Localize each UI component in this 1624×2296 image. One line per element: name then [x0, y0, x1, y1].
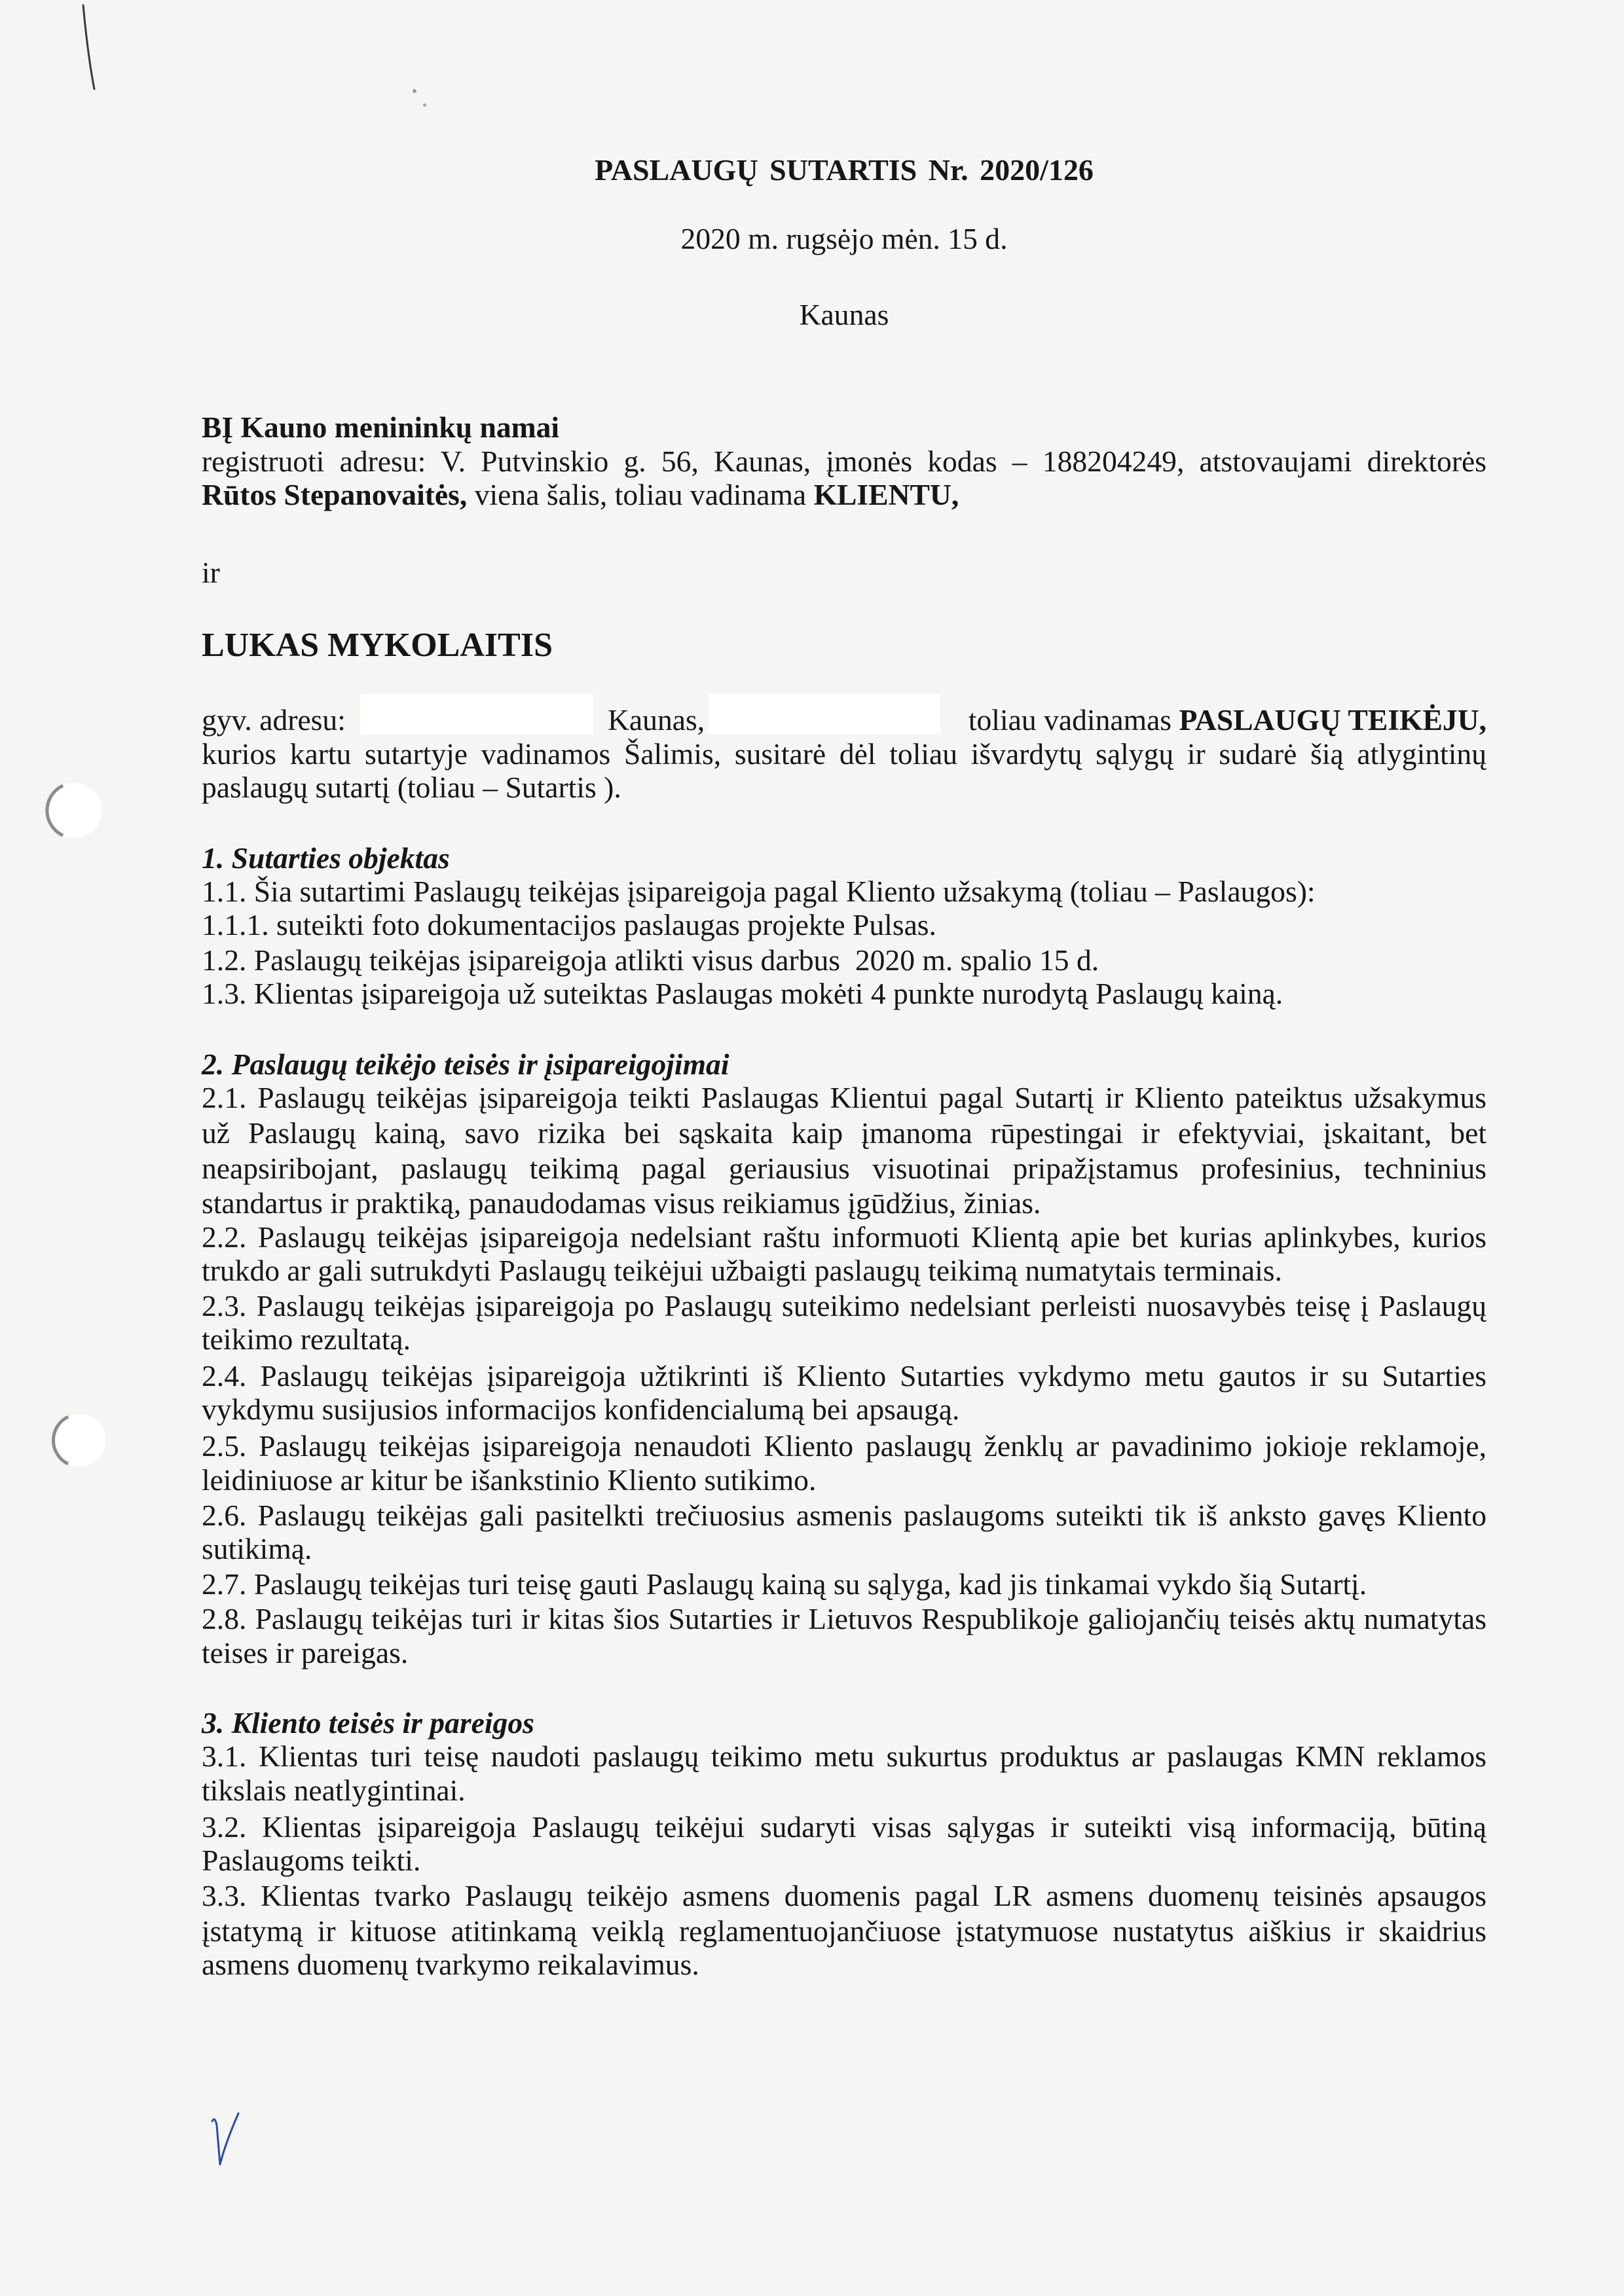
contract-place: Kaunas	[799, 298, 889, 331]
clause-line: 1.2. Paslaugų teikėjas įsipareigoja atlikti visus darbus 2020 m. spalio 15 d.	[202, 943, 1099, 977]
clause-line: 2.8. Paslaugų teikėjas turi ir kitas šios Sutarties ir Lietuvos Respublikoje galiojančių teisės aktų numatytas	[202, 1602, 1486, 1635]
clause-line: 1.1.1. suteikti foto dokumentacijos paslaugas projekte Pulsas.	[202, 908, 936, 941]
client-representative-line	[202, 478, 1486, 512]
clause-line: 2.2. Paslaugų teikėjas įsipareigoja nedelsiant raštu informuoti Klientą apie bet kurias aplinkybes, kurios	[202, 1220, 1486, 1254]
clause-line: 1.3. Klientas įsipareigoja už suteiktas Paslaugas mokėti 4 punkte nurodytą Paslaugų kainą.	[202, 977, 1283, 1010]
clause-line: 2.1. Paslaugų teikėjas įsipareigoja teikti Paslaugas Klientui pagal Sutartį ir Kliento pateiktus užsakymus	[202, 1081, 1486, 1114]
contract-title: PASLAUGŲ SUTARTIS Nr. 2020/126	[595, 153, 1094, 187]
client-role-intro: viena šalis, toliau vadinama	[467, 478, 814, 511]
client-name: BĮ Kauno menininkų namai	[202, 410, 560, 444]
section-heading: 3. Kliento teisės ir pareigos	[202, 1706, 534, 1740]
clause-line: 1.1. Šia sutartimi Paslaugų teikėjas įsipareigoja pagal Kliento užsakymą (toliau – Paslaugos):	[202, 875, 1316, 908]
address-label: gyv. adresu:	[202, 703, 346, 737]
clause-line: vykdymu susijusios informacijos konfidencialumą bei apsaugą.	[202, 1393, 960, 1426]
agreement-line: paslaugų sutartį (toliau – Sutartis ).	[202, 771, 621, 804]
agreement-line: kurios kartu sutartyje vadinamos Šalimis, susitarė dėl toliau išvardytų sąlygų ir sudarė šią atlygintinų	[202, 737, 1486, 771]
clause-line: įstatymą ir kituose atitinkamą veiklą reglamentuojančiuose įstatymuose nustatytus aiškius ir skaidrius	[202, 1914, 1486, 1948]
provider-name: LUKAS MYKOLAITIS	[202, 627, 553, 664]
clause-line: 2.7. Paslaugų teikėjas turi teisę gauti Paslaugų kainą su sąlyga, kad jis tinkamai vykdo šią Sutartį.	[202, 1567, 1367, 1601]
address-city: Kaunas,	[608, 703, 705, 737]
clause-line: 3.2. Klientas įsipareigoja Paslaugų teikėjui sudaryti visas sąlygas ir suteikti visą informaciją, būtiną	[202, 1810, 1486, 1844]
clause-line: teises ir pareigas.	[202, 1636, 409, 1669]
client-representative: Rūtos Stepanovaitės,	[202, 478, 468, 511]
clause-line: 2.3. Paslaugų teikėjas įsipareigoja po Paslaugų suteikimo nedelsiant perleisti nuosavybės teisę į Paslaugų	[202, 1289, 1486, 1322]
clause-line: 2.6. Paslaugų teikėjas gali pasitelkti trečiuosius asmenis paslaugoms suteikti tik iš anksto gavęs Kliento	[202, 1499, 1486, 1532]
punch-hole	[37, 776, 109, 848]
clause-line: 3.1. Klientas turi teisę naudoti paslaugų teikimo metu sukurtus produktus ar paslaugas KMN reklamos	[202, 1740, 1486, 1773]
clause-line: trukdo ar gali sutrukdyti Paslaugų teikėjui užbaigti paslaugų teikimą numatytais terminais.	[202, 1254, 1282, 1287]
clause-line: 2.4. Paslaugų teikėjas įsipareigoja užtikrinti iš Kliento Sutarties vykdymo metu gautos ir su Sutarties	[202, 1359, 1486, 1393]
conjunction: ir	[202, 556, 220, 589]
clause-line: neapsiribojant, paslaugų teikimą pagal geriausius visuotinai pripažįstamus profesinius, techninius	[202, 1152, 1486, 1185]
clause-line: tikslais neatlygintinai.	[202, 1774, 466, 1807]
clause-line: asmens duomenų tvarkymo reikalavimus.	[202, 1948, 699, 1981]
clause-line: Paslaugoms teikti.	[202, 1844, 421, 1877]
clause-line: teikimo rezultatą.	[202, 1322, 411, 1356]
provider-address-line	[202, 703, 1486, 737]
pen-stroke-mark	[72, 0, 111, 98]
redacted-box	[360, 694, 593, 735]
clause-line: 3.3. Klientas tvarko Paslaugų teikėjo asmens duomenis pagal LR asmens duomenų teisinės apsaugos	[202, 1879, 1486, 1912]
section-heading: 2. Paslaugų teikėjo teisės ir įsipareigojimai	[202, 1048, 729, 1081]
clause-line: standartus ir praktiką, panaudodamas visus reikiamus įgūdžius, žinias.	[202, 1186, 1041, 1220]
contract-date: 2020 m. rugsėjo mėn. 15 d.	[680, 222, 1008, 255]
scan-speck	[423, 103, 426, 107]
redacted-box	[709, 694, 940, 735]
provider-alias	[969, 703, 1486, 737]
client-address-line: registruoti adresu: V. Putvinskio g. 56, Kaunas, įmonės kodas – 188204249, atstovaujami direktorės	[202, 445, 1486, 478]
handwritten-check-icon	[208, 2109, 248, 2172]
clause-line: leidiniuose ar kitur be išankstinio Kliento sutikimo.	[202, 1463, 817, 1497]
section-heading: 1. Sutarties objektas	[202, 841, 450, 875]
client-role: KLIENTU,	[813, 478, 959, 511]
provider-role: PASLAUGŲ TEIKĖJU,	[1179, 703, 1486, 737]
provider-alias-intro: toliau vadinamas	[968, 703, 1179, 737]
clause-line: 2.5. Paslaugų teikėjas įsipareigoja nenaudoti Kliento paslaugų ženklų ar pavadinimo jokioje reklamoje,	[202, 1429, 1486, 1463]
scan-speck	[413, 89, 416, 93]
clause-line: sutikimą.	[202, 1532, 312, 1565]
clause-line: už Paslaugų kainą, savo rizika bei sąskaita kaip įmanoma rūpestingai ir efektyviai, įskaitant, bet	[202, 1116, 1486, 1150]
punch-hole	[42, 1408, 114, 1480]
